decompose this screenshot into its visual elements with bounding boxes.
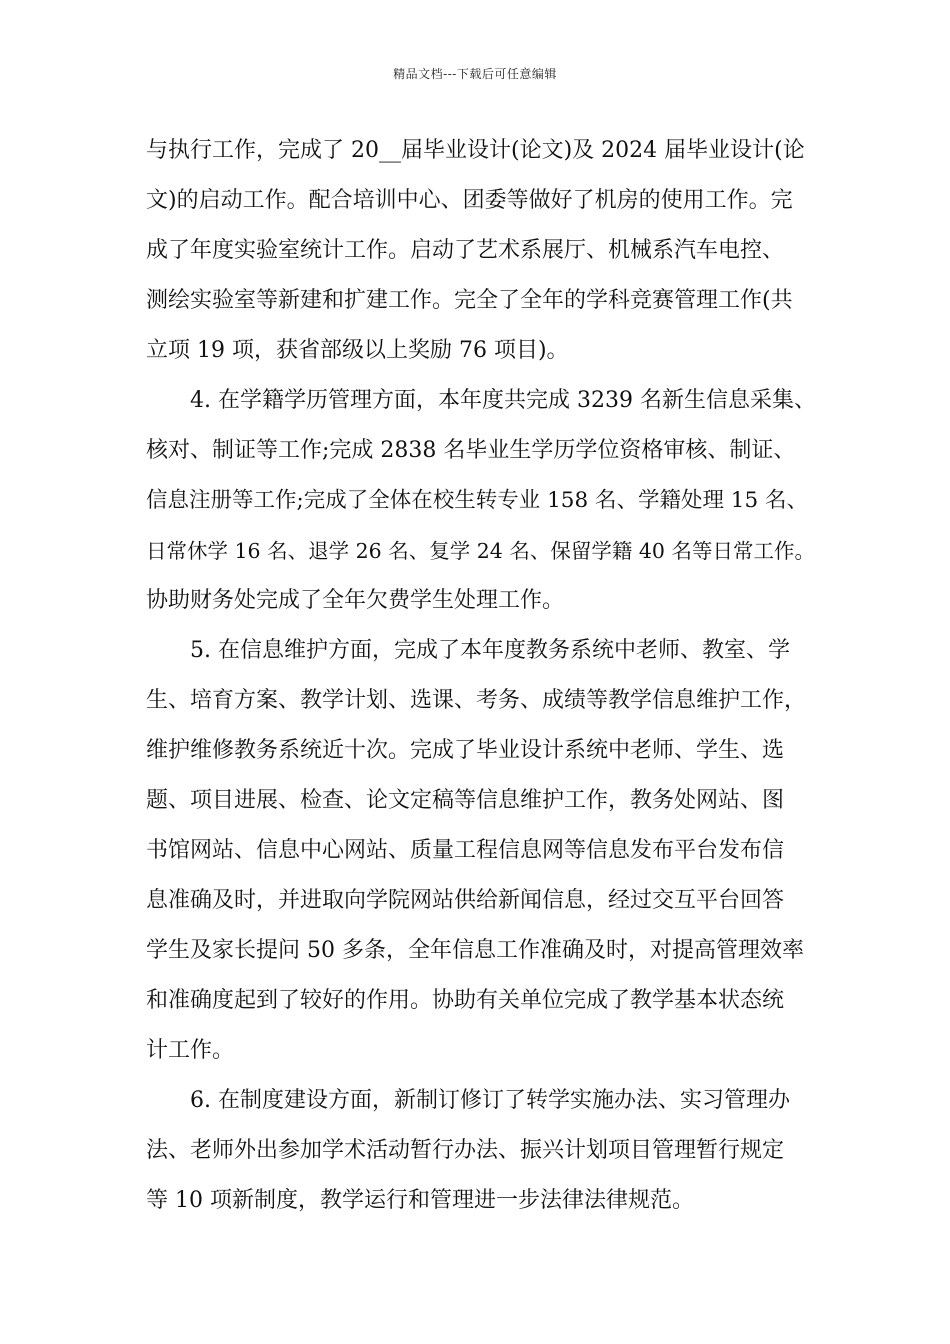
text-line: 4. 在学籍学历管理方面，本年度共完成 3239 名新生信息采集、 <box>190 388 816 413</box>
text-line: 和准确度起到了较好的作用。协助有关单位完成了教学基本状态统 <box>146 988 785 1013</box>
text-line: 等 10 项新制度，教学运行和管理进一步法律法律规范。 <box>146 1188 694 1213</box>
document-body <box>146 126 816 1226</box>
text-line: 信息注册等工作;完成了全体在校生转专业 158 名、学籍处理 15 名、 <box>146 488 808 513</box>
text-line: 与执行工作，完成了 20__届毕业设计(论文)及 2024 届毕业设计(论 <box>146 138 805 163</box>
text-line: 维护维修教务系统近十次。完成了毕业设计系统中老师、学生、选 <box>146 738 785 763</box>
paragraph-1 <box>146 126 816 376</box>
paragraph-3 <box>146 626 816 1076</box>
page-header: 精品文档---下载后可任意编辑 <box>393 67 557 81</box>
text-line: 5. 在信息维护方面，完成了本年度教务系统中老师、教室、学 <box>190 638 790 663</box>
text-line: 6. 在制度建设方面，新制订修订了转学实施办法、实习管理办 <box>190 1088 790 1113</box>
text-line: 协助财务处完成了全年欠费学生处理工作。 <box>146 588 565 613</box>
text-line: 测绘实验室等新建和扩建工作。完全了全年的学科竞赛管理工作(共 <box>146 288 793 313</box>
text-line: 核对、制证等工作;完成 2838 名毕业生学历学位资格审核、制证、 <box>146 438 796 463</box>
paragraph-4 <box>146 1076 816 1226</box>
text-line: 日常休学 16 名、退学 26 名、复学 24 名、保留学籍 40 名等日常工作。 <box>146 539 815 563</box>
text-line: 法、老师外出参加学术活动暂行办法、振兴计划项目管理暂行规定 <box>146 1138 785 1163</box>
text-line: 立项 19 项，获省部级以上奖励 76 项目)。 <box>146 338 569 363</box>
text-line: 息准确及时，并进取向学院网站供给新闻信息，经过交互平台回答 <box>146 888 785 913</box>
text-line: 成了年度实验室统计工作。启动了艺术系展厅、机械系汽车电控、 <box>146 238 785 263</box>
text-line: 生、培育方案、教学计划、选课、考务、成绩等教学信息维护工作， <box>146 688 807 713</box>
text-line: 学生及家长提问 50 多条，全年信息工作准确及时，对提高管理效率 <box>146 938 804 963</box>
paragraph-2 <box>146 376 816 626</box>
text-line: 题、项目进展、检查、论文定稿等信息维护工作，教务处网站、图 <box>146 788 785 813</box>
text-line: 文)的启动工作。配合培训中心、团委等做好了机房的使用工作。完 <box>146 188 793 213</box>
text-line: 书馆网站、信息中心网站、质量工程信息网等信息发布平台发布信 <box>146 838 785 863</box>
text-line: 计工作。 <box>146 1038 235 1063</box>
